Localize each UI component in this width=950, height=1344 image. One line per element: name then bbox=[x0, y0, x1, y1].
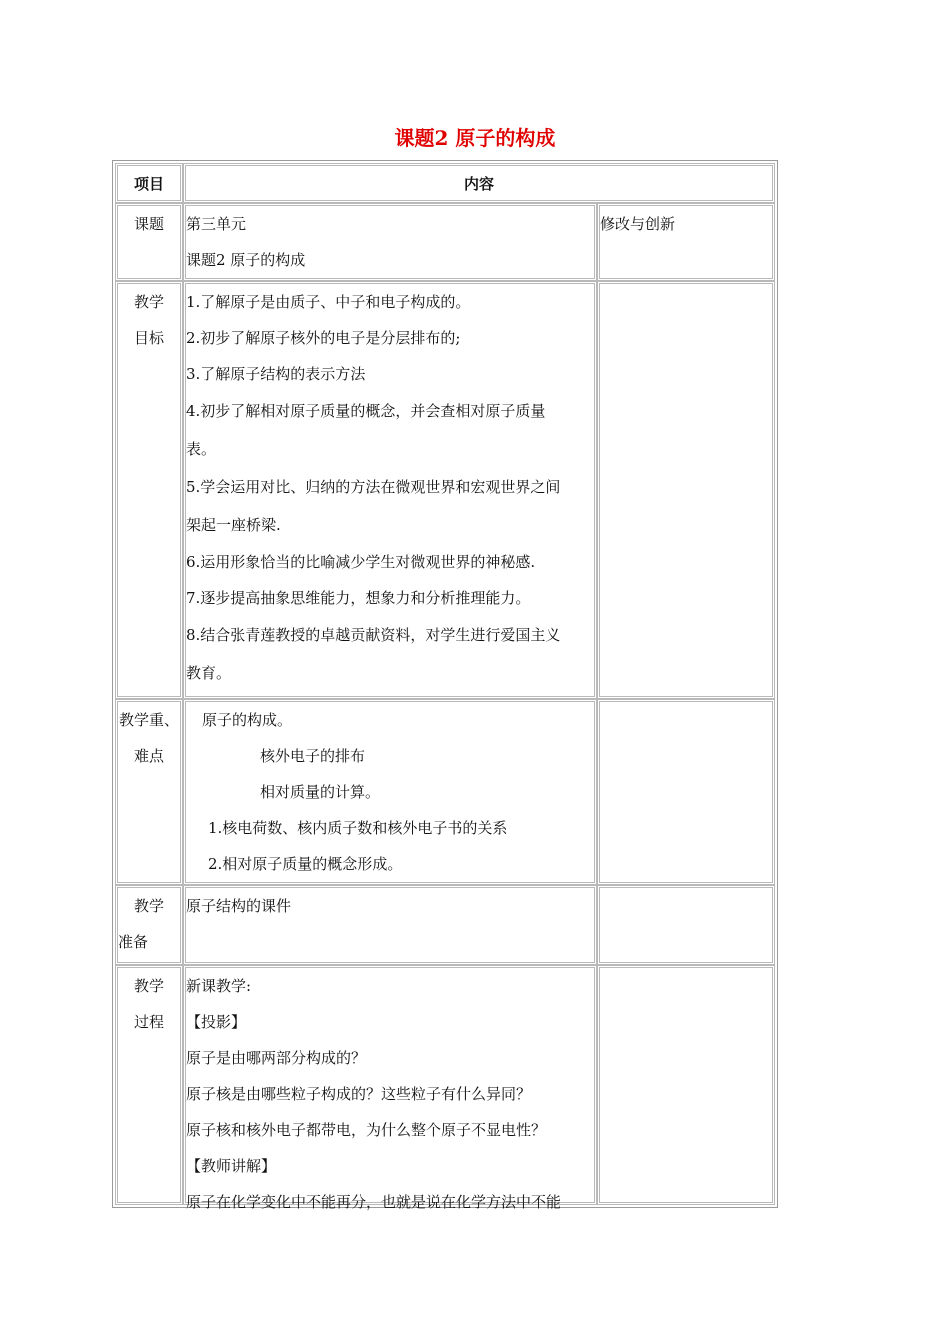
revision-header-cell bbox=[597, 203, 775, 281]
keypoints-label-1: 教学重、 bbox=[118, 711, 179, 729]
process-line: 新课教学: bbox=[186, 977, 252, 995]
goal-line: 8.结合张青莲教授的卓越贡献资料，对学生进行爱国主义 bbox=[186, 626, 561, 644]
process-label-cell bbox=[115, 965, 183, 1205]
header-item-label: 项目 bbox=[133, 175, 164, 193]
goals-label-cell bbox=[115, 281, 183, 699]
prep-revision-cell bbox=[597, 885, 775, 965]
goal-line: 4.初步了解相对原子质量的概念，并会查相对原子质量 bbox=[186, 402, 546, 420]
topic-label: 课题 bbox=[133, 215, 164, 233]
process-revision-cell bbox=[597, 965, 775, 1205]
process-line: 原子在化学变化中不能再分，也就是说在化学方法中不能 bbox=[186, 1193, 562, 1211]
header-content-label: 内容 bbox=[463, 175, 494, 193]
header-content-cell bbox=[183, 163, 775, 203]
keypoint-line: 相对质量的计算。 bbox=[260, 783, 381, 801]
prep-label-1: 教学 bbox=[133, 897, 164, 915]
prep-content-cell bbox=[183, 885, 597, 965]
revision-label: 修改与创新 bbox=[600, 215, 676, 233]
keypoints-label-cell bbox=[115, 699, 183, 885]
prep-line: 原子结构的课件 bbox=[186, 897, 292, 915]
goals-label-1: 教学 bbox=[133, 293, 164, 311]
keypoints-content-cell bbox=[183, 699, 597, 885]
goal-line: 2.初步了解原子核外的电子是分层排布的; bbox=[186, 329, 461, 347]
process-label-2: 过程 bbox=[133, 1013, 164, 1031]
keypoint-line: 核外电子的排布 bbox=[260, 747, 366, 765]
prep-label-cell bbox=[115, 885, 183, 965]
keypoints-label-2: 难点 bbox=[133, 747, 164, 765]
topic-line-2: 课题2 原子的构成 bbox=[186, 251, 306, 269]
process-line: 原子核和核外电子都带电，为什么整个原子不显电性？ bbox=[186, 1121, 547, 1139]
process-line: 原子是由哪两部分构成的？ bbox=[186, 1049, 367, 1067]
topic-label-cell bbox=[115, 203, 183, 281]
document-title: 课题2 原子的构成 bbox=[394, 126, 556, 150]
lesson-plan-table bbox=[112, 160, 778, 1211]
goals-revision-cell bbox=[597, 281, 775, 699]
goal-line: 1.了解原子是由质子、中子和电子构成的。 bbox=[186, 293, 471, 311]
goal-line: 架起一座桥梁. bbox=[186, 516, 281, 534]
topic-content-cell bbox=[183, 203, 597, 281]
keypoint-line: 1.核电荷数、核内质子数和核外电子书的关系 bbox=[208, 819, 508, 837]
process-label-1: 教学 bbox=[133, 977, 164, 995]
prep-label-2: 准备 bbox=[118, 933, 149, 951]
process-line: 【投影】 bbox=[186, 1013, 247, 1031]
goals-content-cell bbox=[183, 281, 597, 699]
keypoint-line: 原子的构成。 bbox=[202, 711, 293, 729]
goal-line: 3.了解原子结构的表示方法 bbox=[186, 365, 366, 383]
goals-label-2: 目标 bbox=[133, 329, 164, 347]
process-line: 原子核是由哪些粒子构成的？这些粒子有什么异同？ bbox=[186, 1085, 532, 1103]
process-content-cell bbox=[183, 965, 597, 1211]
goal-line: 表。 bbox=[186, 440, 217, 458]
goal-line: 教育。 bbox=[186, 664, 232, 682]
process-line: 【教师讲解】 bbox=[186, 1157, 277, 1175]
keypoints-revision-cell bbox=[597, 699, 775, 885]
header-item-cell bbox=[115, 163, 183, 203]
goal-line: 7.逐步提高抽象思维能力，想象力和分析推理能力。 bbox=[186, 589, 531, 607]
goal-line: 5.学会运用对比、归纳的方法在微观世界和宏观世界之间 bbox=[186, 478, 561, 496]
topic-line-1: 第三单元 bbox=[186, 215, 247, 233]
goal-line: 6.运用形象恰当的比喻减少学生对微观世界的神秘感. bbox=[186, 553, 536, 571]
keypoint-line: 2.相对原子质量的概念形成。 bbox=[208, 855, 403, 873]
